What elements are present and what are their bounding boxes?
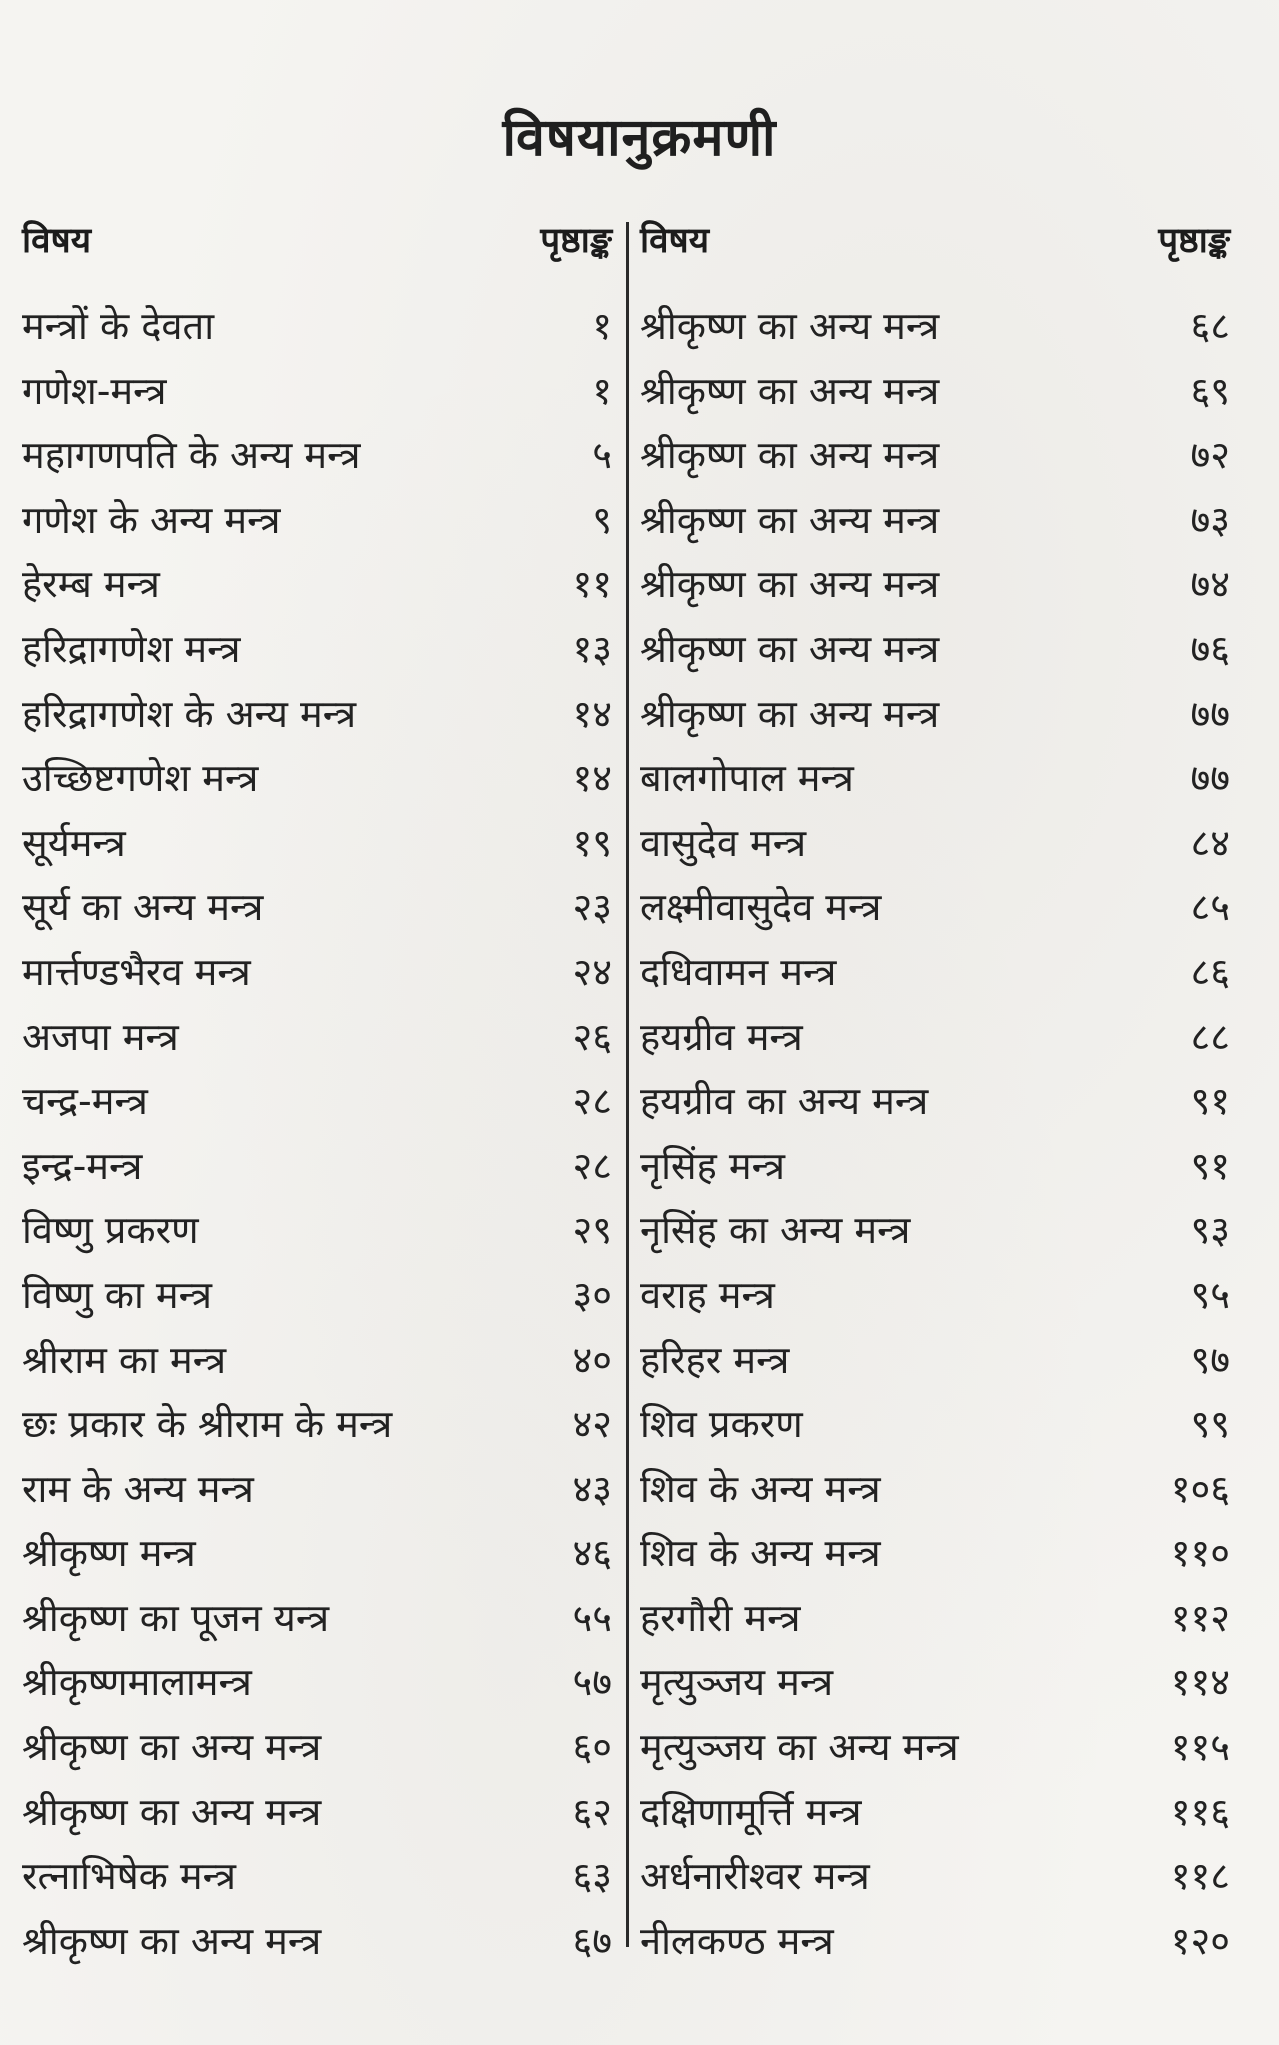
toc-entry-subject: वराह मन्त्र: [640, 1272, 775, 1317]
toc-entry-subject: श्रीकृष्ण का अन्य मन्त्र: [640, 562, 940, 607]
toc-entry: [640, 623, 1230, 688]
toc-entry-page-number: १४: [572, 756, 612, 801]
toc-entry: [640, 1269, 1230, 1334]
toc-entry-page-number: ८६: [1190, 949, 1230, 994]
toc-entry-page-number: ११६: [1170, 1789, 1230, 1834]
toc-entry-subject: महागणपति के अन्य मन्त्र: [22, 433, 361, 478]
toc-entry-page-number: २६: [572, 1014, 612, 1059]
left-column-header: [22, 212, 612, 272]
toc-entry-page-number: ६९: [1190, 368, 1230, 413]
toc-entry: [640, 946, 1230, 1011]
page-number-header: पृष्ठाङ्क: [1158, 221, 1230, 261]
toc-entry: [22, 300, 612, 365]
toc-entry-page-number: १३: [572, 626, 612, 671]
toc-entry-page-number: १०६: [1170, 1466, 1230, 1511]
toc-entry: [22, 558, 612, 623]
toc-entry: [640, 1140, 1230, 1205]
toc-entry-page-number: १९: [572, 820, 612, 865]
toc-entry-page-number: ६२: [572, 1789, 612, 1834]
toc-entry: [640, 688, 1230, 753]
toc-entry-page-number: १४: [572, 691, 612, 736]
toc-entry: [640, 817, 1230, 882]
left-column: [22, 212, 612, 1979]
toc-entry-page-number: ८५: [1190, 885, 1230, 930]
toc-entry-subject: चन्द्र-मन्त्र: [22, 1079, 148, 1124]
toc-entry: [22, 1398, 612, 1463]
toc-entry-subject: मृत्युञ्जय का अन्य मन्त्र: [640, 1725, 959, 1770]
toc-entry: [22, 1204, 612, 1269]
toc-entry-page-number: ६७: [572, 1918, 612, 1963]
toc-entry-subject: शिव प्रकरण: [640, 1402, 803, 1447]
toc-entry: [22, 1592, 612, 1657]
toc-entry: [640, 558, 1230, 623]
toc-entry: [640, 1075, 1230, 1140]
toc-entry-subject: गणेश के अन्य मन्त्र: [22, 497, 281, 542]
toc-entry-subject: उच्छिष्टगणेश मन्त्र: [22, 756, 259, 801]
toc-entry-subject: लक्ष्मीवासुदेव मन्त्र: [640, 885, 882, 930]
toc-entry: [640, 1398, 1230, 1463]
toc-entry-page-number: ३०: [572, 1272, 612, 1317]
toc-entry-page-number: ९१: [1190, 1143, 1230, 1188]
toc-entry: [22, 365, 612, 430]
toc-entry-subject: मृत्युञ्जय मन्त्र: [640, 1660, 834, 1705]
toc-entry-subject: गणेश-मन्त्र: [22, 368, 167, 413]
toc-entry-page-number: ४३: [572, 1466, 612, 1511]
toc-entry-subject: मार्त्तण्डभैरव मन्त्र: [22, 949, 251, 994]
toc-entry: [640, 881, 1230, 946]
toc-entry: [640, 1527, 1230, 1592]
toc-entry-subject: श्रीराम का मन्त्र: [22, 1337, 227, 1382]
toc-entry-page-number: ११५: [1170, 1725, 1230, 1770]
toc-entry: [22, 623, 612, 688]
toc-entry-subject: श्रीकृष्ण का अन्य मन्त्र: [22, 1789, 322, 1834]
toc-entry-page-number: ५: [592, 433, 612, 478]
page-title: विषयानुक्रमणी: [502, 108, 777, 168]
toc-entry-page-number: २४: [572, 949, 612, 994]
subject-header: विषय: [22, 221, 92, 261]
toc-entry: [640, 1850, 1230, 1915]
toc-entry-page-number: २९: [572, 1208, 612, 1253]
toc-entry: [640, 1334, 1230, 1399]
toc-entry: [640, 1915, 1230, 1980]
toc-entry-page-number: ५७: [572, 1660, 612, 1705]
toc-entry-subject: सूर्यमन्त्र: [22, 820, 126, 865]
toc-entry: [640, 1721, 1230, 1786]
toc-entry-page-number: ९५: [1190, 1272, 1230, 1317]
toc-entry-subject: श्रीकृष्ण का अन्य मन्त्र: [640, 433, 940, 478]
toc-entry-subject: सूर्य का अन्य मन्त्र: [22, 885, 264, 930]
toc-entry-subject: राम के अन्य मन्त्र: [22, 1466, 254, 1511]
toc-entry-page-number: १: [592, 368, 612, 413]
toc-entry-subject: दधिवामन मन्त्र: [640, 949, 837, 994]
left-entry-list: [22, 300, 612, 1979]
toc-entry-page-number: ९: [592, 497, 612, 542]
toc-entry-page-number: ८८: [1190, 1014, 1230, 1059]
toc-entry-subject: श्रीकृष्ण का अन्य मन्त्र: [22, 1918, 322, 1963]
toc-entry-page-number: ७६: [1190, 626, 1230, 671]
toc-entry: [22, 1915, 612, 1980]
toc-entry: [640, 300, 1230, 365]
toc-entry-subject: श्रीकृष्ण का अन्य मन्त्र: [22, 1725, 322, 1770]
toc-entry-page-number: ७३: [1190, 497, 1230, 542]
toc-entry-subject: अजपा मन्त्र: [22, 1014, 179, 1059]
toc-entry-subject: नृसिंह मन्त्र: [640, 1143, 785, 1188]
toc-entry-subject: हरगौरी मन्त्र: [640, 1595, 801, 1640]
toc-entry-subject: श्रीकृष्ण का पूजन यन्त्र: [22, 1595, 330, 1640]
toc-entry-subject: इन्द्र-मन्त्र: [22, 1143, 143, 1188]
toc-entry-subject: रत्नाभिषेक मन्त्र: [22, 1854, 236, 1899]
toc-entry-page-number: ७४: [1190, 562, 1230, 607]
toc-entry-subject: दक्षिणामूर्त्ति मन्त्र: [640, 1789, 862, 1834]
toc-entry-subject: नृसिंह का अन्य मन्त्र: [640, 1208, 911, 1253]
toc-entry: [22, 1075, 612, 1140]
toc-entry-subject: नीलकण्ठ मन्त्र: [640, 1918, 834, 1963]
toc-entry-subject: मन्त्रों के देवता: [22, 304, 215, 348]
toc-entry: [640, 1204, 1230, 1269]
toc-entry-page-number: ११: [572, 562, 612, 607]
toc-entry: [640, 1011, 1230, 1076]
toc-entry-page-number: ११८: [1170, 1854, 1230, 1899]
subject-header: विषय: [640, 221, 710, 261]
toc-entry-subject: श्रीकृष्णमालामन्त्र: [22, 1660, 252, 1705]
toc-entry: [22, 1334, 612, 1399]
toc-entry-page-number: ८४: [1190, 820, 1230, 865]
toc-entry-page-number: १२०: [1170, 1918, 1230, 1963]
toc-entry-subject: श्रीकृष्ण का अन्य मन्त्र: [640, 368, 940, 413]
page-number-header: पृष्ठाङ्क: [540, 221, 612, 261]
toc-entry-page-number: ६०: [572, 1725, 612, 1770]
toc-entry: [22, 881, 612, 946]
toc-entry: [22, 429, 612, 494]
toc-entry-subject: शिव के अन्य मन्त्र: [640, 1466, 881, 1511]
toc-entry-subject: वासुदेव मन्त्र: [640, 820, 807, 865]
toc-entry: [640, 752, 1230, 817]
toc-entry-subject: हरिद्रागणेश के अन्य मन्त्र: [22, 691, 357, 736]
toc-entry-subject: श्रीकृष्ण का अन्य मन्त्र: [640, 691, 940, 736]
toc-entry-page-number: ४०: [572, 1337, 612, 1382]
toc-entry-subject: हयग्रीव मन्त्र: [640, 1014, 803, 1059]
toc-entry: [22, 1140, 612, 1205]
toc-entry: [22, 946, 612, 1011]
toc-entry: [640, 365, 1230, 430]
toc-entry: [640, 494, 1230, 559]
toc-entry: [640, 1656, 1230, 1721]
toc-entry-subject: विष्णु का मन्त्र: [22, 1272, 212, 1317]
toc-entry-subject: हरिद्रागणेश मन्त्र: [22, 626, 241, 671]
column-divider: [626, 222, 629, 1947]
toc-entry-subject: विष्णु प्रकरण: [22, 1208, 199, 1253]
toc-entry: [22, 494, 612, 559]
toc-entry-page-number: १: [592, 304, 612, 348]
toc-entry: [22, 1269, 612, 1334]
toc-entry: [22, 1656, 612, 1721]
right-column-header: [640, 212, 1230, 272]
toc-entry-page-number: २८: [572, 1079, 612, 1124]
toc-entry: [640, 1592, 1230, 1657]
toc-entry: [640, 429, 1230, 494]
toc-entry-page-number: ६८: [1190, 304, 1230, 348]
toc-entry-page-number: ११२: [1170, 1595, 1230, 1640]
toc-entry: [640, 1786, 1230, 1851]
right-entry-list: [640, 300, 1230, 1979]
toc-entry-page-number: २८: [572, 1143, 612, 1188]
toc-entry-subject: हयग्रीव का अन्य मन्त्र: [640, 1079, 929, 1124]
toc-entry-subject: शिव के अन्य मन्त्र: [640, 1531, 881, 1576]
toc-entry-page-number: ९३: [1190, 1208, 1230, 1253]
toc-entry: [22, 1011, 612, 1076]
toc-entry: [22, 752, 612, 817]
toc-entry: [22, 817, 612, 882]
toc-entry-page-number: ९७: [1190, 1337, 1230, 1382]
toc-entry-subject: श्रीकृष्ण का अन्य मन्त्र: [640, 304, 940, 348]
toc-entry-subject: बालगोपाल मन्त्र: [640, 756, 854, 801]
toc-entry-page-number: ४६: [572, 1531, 612, 1576]
toc-entry-page-number: ७२: [1190, 433, 1230, 478]
toc-entry-subject: हेरम्ब मन्त्र: [22, 562, 160, 607]
toc-entry: [22, 1721, 612, 1786]
toc-entry-page-number: ७७: [1190, 691, 1230, 736]
toc-entry-subject: हरिहर मन्त्र: [640, 1337, 790, 1382]
toc-entry: [640, 1463, 1230, 1528]
toc-entry-subject: छः प्रकार के श्रीराम के मन्त्र: [22, 1402, 393, 1447]
toc-entry-subject: श्रीकृष्ण मन्त्र: [22, 1531, 196, 1576]
toc-entry-subject: श्रीकृष्ण का अन्य मन्त्र: [640, 497, 940, 542]
toc-entry-page-number: ९९: [1190, 1402, 1230, 1447]
toc-entry-page-number: ५५: [572, 1595, 612, 1640]
right-column: [640, 212, 1230, 1979]
toc-entry-page-number: २३: [572, 885, 612, 930]
toc-entry-page-number: ६३: [572, 1854, 612, 1899]
toc-entry: [22, 1850, 612, 1915]
toc-entry-subject: श्रीकृष्ण का अन्य मन्त्र: [640, 626, 940, 671]
toc-entry: [22, 688, 612, 753]
toc-entry-page-number: ११४: [1170, 1660, 1230, 1705]
toc-entry: [22, 1463, 612, 1528]
toc-entry-page-number: ११०: [1170, 1531, 1230, 1576]
toc-entry-subject: अर्धनारीश्वर मन्त्र: [640, 1854, 870, 1899]
toc-entry-page-number: ४२: [572, 1402, 612, 1447]
toc-entry: [22, 1527, 612, 1592]
toc-entry-page-number: ७७: [1190, 756, 1230, 801]
toc-entry-page-number: ९१: [1190, 1079, 1230, 1124]
toc-entry: [22, 1786, 612, 1851]
